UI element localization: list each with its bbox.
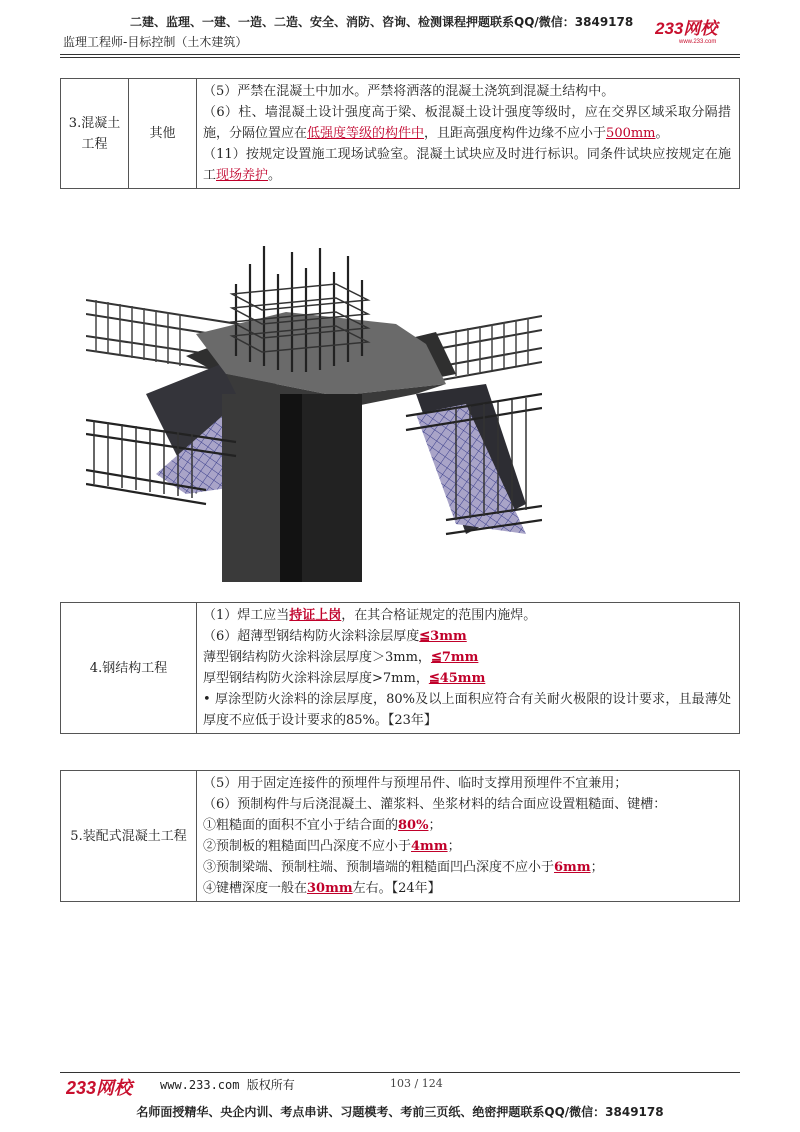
concrete-category-cell — [61, 79, 129, 189]
concrete-category: 3.混凝土工程 — [68, 115, 121, 152]
precast-category-cell — [61, 771, 197, 902]
beam-column-joint-illustration — [86, 244, 542, 582]
header-rule — [60, 54, 740, 55]
precast-slab-depth: ②预制板的粗糙面凹凸深度不应小于4mm； — [203, 839, 461, 854]
precast-end-depth-highlight: 6mm — [554, 860, 591, 875]
header-subtitle: 监理工程师-目标控制（土木建筑） — [63, 35, 248, 49]
precast-rough-area: ①粗糙面的面积不宜小于结合面的80%； — [203, 818, 442, 833]
header-promo-text: 二建、监理、一建、一造、二造、安全、消防、咨询、检测课程押题联系QQ/微信：3849178 — [130, 15, 634, 29]
precast-item-6: （6）预制构件与后浇混凝土、灌浆料、坐浆材料的结合面应设置粗糙面、键槽： — [203, 797, 667, 812]
steel-item-1-highlight: 持证上岗 — [289, 608, 342, 623]
concrete-item-11: （11）按规定设置施工现场试验室。混凝土试块应及时进行标识。同条件试块应按规定在施工现场养护。 — [203, 147, 731, 183]
precast-category: 5.装配式混凝土工程 — [70, 828, 187, 844]
steel-thick-coating-note: • 厚涂型防火涂料的涂层厚度，80%及以上面积应符合有关耐火极限的设计要求，且最薄处厚度不应低于设计要求的85%。【23年】 — [203, 692, 731, 728]
steel-thin-coating: 薄型钢结构防火涂料涂层厚度＞3mm，≦7mm — [203, 650, 479, 665]
concrete-table — [60, 78, 740, 189]
precast-concrete-table — [60, 770, 740, 902]
precast-rough-area-highlight: 80% — [398, 818, 429, 833]
steel-content-cell — [197, 603, 740, 734]
concrete-item-6-highlight-2: 500mm — [606, 126, 656, 141]
footer-logo-text: 233网校 — [66, 1078, 133, 1098]
brand-logo — [655, 16, 739, 44]
steel-category: 4.钢结构工程 — [89, 660, 168, 676]
concrete-item-11-highlight: 现场养护 — [216, 168, 269, 183]
concrete-content-cell — [197, 79, 740, 189]
steel-category-cell — [61, 603, 197, 734]
steel-item-6-highlight: ≦3mm — [419, 629, 467, 644]
footer-logo — [66, 1074, 150, 1100]
footer-rule — [60, 1072, 740, 1073]
footer-promo-text: 名师面授精华、央企内训、考点串讲、习题模考、考前三页纸、绝密押题联系QQ/微信：3849178 — [136, 1105, 664, 1119]
page-number: 103 / 124 — [390, 1077, 443, 1090]
concrete-item-6: （6）柱、墙混凝土设计强度高于梁、板混凝土设计强度等级时，应在交界区域采取分隔措施，分隔位置应在低强度等级的构件中，且距高强度构件边缘不应小于500mm。 — [203, 105, 731, 141]
header-rule-2 — [60, 57, 740, 58]
steel-item-6: （6）超薄型钢结构防火涂料涂层厚度≦3mm — [203, 629, 467, 644]
brand-logo-text: 233网校 — [655, 19, 718, 38]
brand-logo-url: www.233.com — [679, 39, 717, 44]
steel-structure-table — [60, 602, 740, 734]
concrete-item-6-highlight-1: 低强度等级的构件中 — [307, 126, 425, 141]
steel-item-1: （1）焊工应当持证上岗，在其合格证规定的范围内施焊。 — [203, 608, 537, 623]
concrete-item-5: （5）严禁在混凝土中加水。严禁将洒落的混凝土浇筑到混凝土结构中。 — [203, 84, 615, 99]
concrete-subcategory: 其他 — [149, 126, 176, 141]
precast-slab-depth-highlight: 4mm — [411, 839, 448, 854]
precast-item-5: （5）用于固定连接件的预埋件与预埋吊件、临时支撑用预埋件不宜兼用； — [203, 776, 628, 791]
precast-content-cell — [197, 771, 740, 902]
steel-thick-coating-highlight: ≦45mm — [428, 671, 486, 686]
precast-key-depth: ④键槽深度一般在30mm左右。【24年】 — [203, 881, 441, 896]
footer-site-copyright: www.233.com 版权所有 — [160, 1078, 295, 1092]
steel-thick-coating: 厚型钢结构防火涂料涂层厚度>7mm，≦45mm — [203, 671, 486, 686]
concrete-subcategory-cell — [129, 79, 197, 189]
steel-thin-coating-highlight: ≦7mm — [430, 650, 479, 665]
precast-end-depth: ③预制梁端、预制柱端、预制墙端的粗糙面凹凸深度不应小于6mm； — [203, 860, 604, 875]
precast-key-depth-highlight: 30mm — [307, 881, 353, 896]
